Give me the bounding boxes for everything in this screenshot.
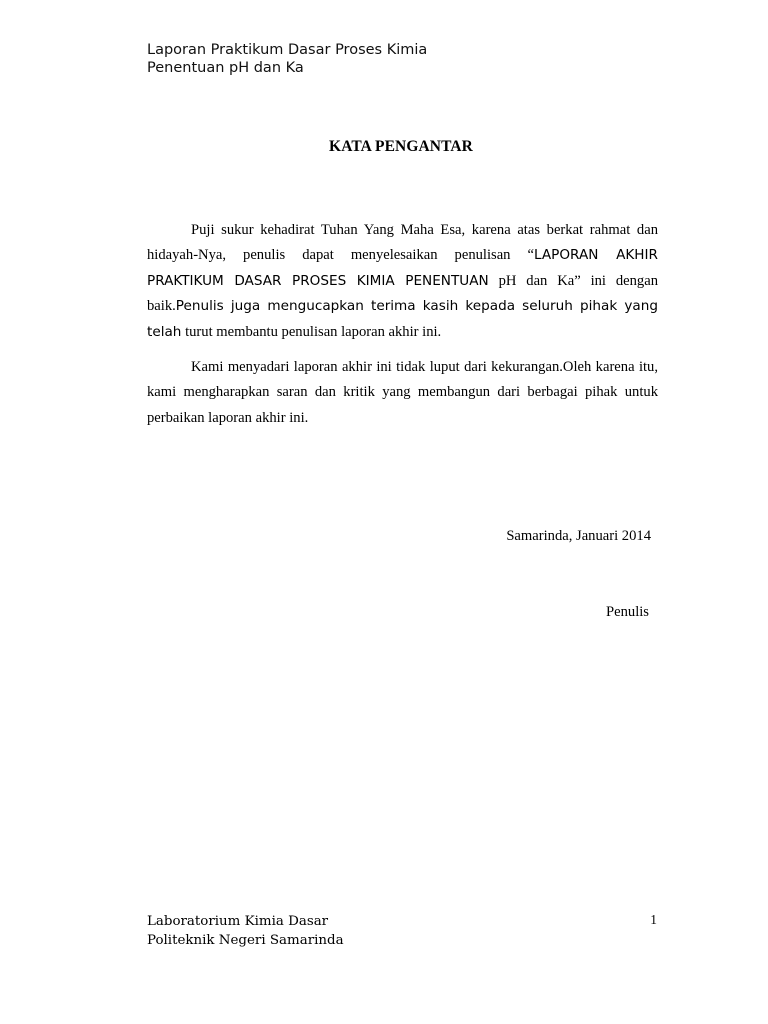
page-header bbox=[147, 41, 427, 77]
paragraph-1 bbox=[147, 218, 658, 345]
paragraph-1-part-4: Penulis juga mengucapkan terima kasih kepada seluruh pihak yang telah bbox=[147, 298, 658, 340]
header-line-1: Laporan Praktikum Dasar Proses Kimia bbox=[147, 42, 428, 58]
author-signature: Penulis bbox=[606, 604, 649, 620]
header-line-2: Penentuan pH dan Ka bbox=[147, 60, 304, 76]
paragraph-1-report-title: LAPORAN AKHIR PRAKTIKUM DASAR PROSES KIMIA PENENTUAN bbox=[147, 247, 658, 289]
footer-line-2: Politeknik Negeri Samarinda bbox=[147, 933, 344, 948]
page-number: 1 bbox=[650, 912, 657, 927]
place-date: Samarinda, Januari 2014 bbox=[506, 528, 651, 544]
footer-line-1: Laboratorium Kimia Dasar bbox=[147, 914, 329, 929]
paragraph-2: Kami menyadari laporan akhir ini tidak luput dari kekurangan.Oleh karena itu, kami mengharapkan saran dan kritik yang membangun dari berbagai pihak untuk perbaikan laporan akhir ini. bbox=[147, 359, 658, 426]
paragraph-1-part-5: turut membantu penulisan laporan akhir ini. bbox=[181, 323, 442, 340]
paragraph-1-part-3: pH dan Ka” ini dengan baik. bbox=[147, 272, 658, 315]
body-text bbox=[147, 218, 658, 441]
paragraph-1-part-1: Puji sukur kehadirat Tuhan Yang Maha Esa, karena atas berkat rahmat dan hidayah-Nya, penulis dapat menyelesaikan penulisan “ bbox=[147, 222, 658, 264]
page-title: KATA PENGANTAR bbox=[329, 138, 473, 155]
page-footer bbox=[147, 912, 344, 950]
